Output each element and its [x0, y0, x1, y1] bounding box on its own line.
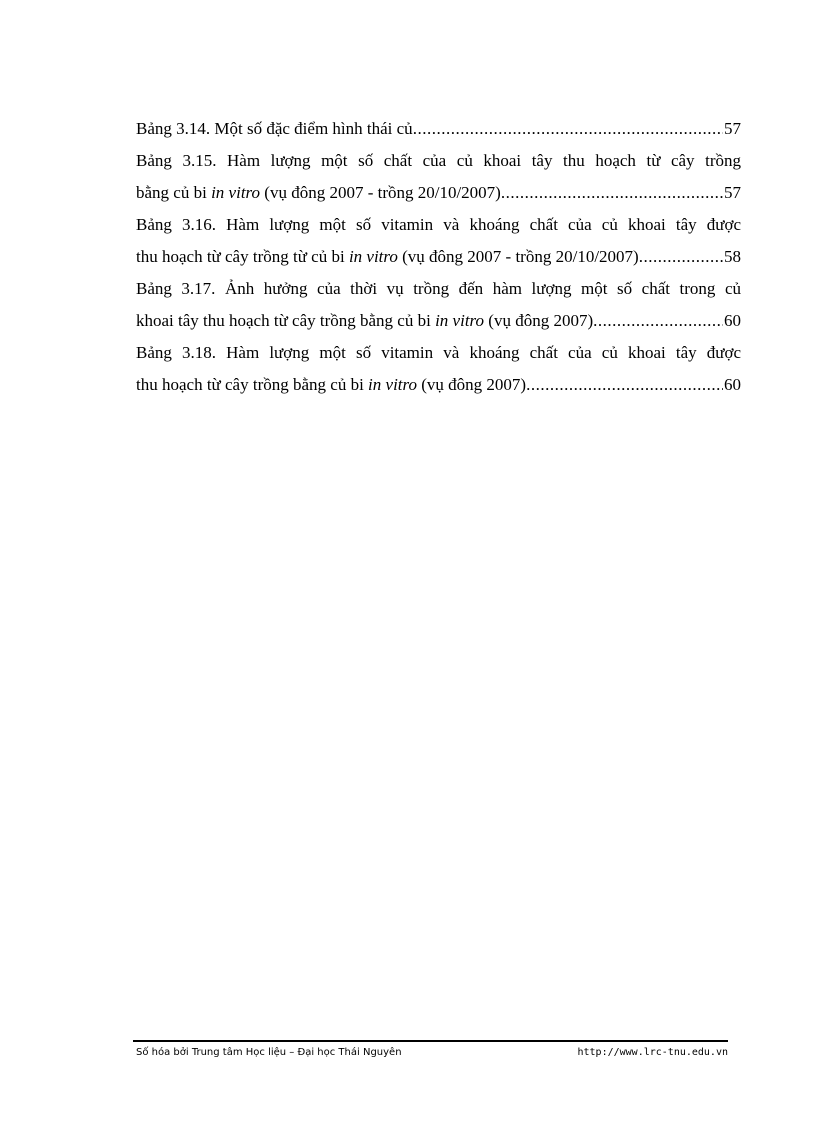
- toc-page-number: 58: [724, 247, 741, 266]
- dot-leader: [501, 177, 723, 209]
- toc-entry-3-14[interactable]: [136, 113, 741, 145]
- toc-entry-text: bằng củ bi in vitro (vụ đông 2007 - trồng 20/10/2007): [136, 183, 501, 202]
- toc-entry-text: khoai tây thu hoạch từ cây trồng bằng củ bi in vitro (vụ đông 2007): [136, 311, 594, 330]
- toc-entry-3-16-line-2[interactable]: [136, 241, 741, 273]
- toc-entry-3-17-line-2[interactable]: [136, 305, 741, 337]
- toc-entry-text: thu hoạch từ cây trồng từ củ bi in vitro (vụ đông 2007 - trồng 20/10/2007): [136, 247, 639, 266]
- dot-leader: [593, 305, 723, 337]
- toc-page-number: 60: [724, 311, 741, 330]
- dot-leader: [413, 113, 723, 145]
- toc-entry-3-18-line-1[interactable]: Bảng 3.18. Hàm lượng một số vitamin và khoáng chất của củ khoai tây được: [136, 343, 741, 362]
- toc-entry-3-17-line-1[interactable]: Bảng 3.17. Ảnh hưởng của thời vụ trồng đến hàm lượng một số chất trong củ: [136, 279, 741, 298]
- toc-page-number: 57: [724, 119, 741, 138]
- toc-entry-text: Bảng 3.14. Một số đặc điểm hình thái củ: [136, 119, 413, 138]
- page-footer: [136, 1047, 728, 1058]
- toc-page-number: 57: [724, 183, 741, 202]
- toc-page-number: 60: [724, 375, 741, 394]
- table-of-contents: [136, 113, 741, 401]
- dot-leader: [639, 241, 723, 273]
- toc-entry-3-16-line-1[interactable]: Bảng 3.16. Hàm lượng một số vitamin và khoáng chất của củ khoai tây được: [136, 215, 741, 234]
- footer-divider: [133, 1040, 728, 1042]
- dot-leader: [526, 369, 723, 401]
- toc-entry-3-15-line-1[interactable]: Bảng 3.15. Hàm lượng một số chất của củ khoai tây thu hoạch từ cây trồng: [136, 151, 741, 170]
- footer-credit: Số hóa bởi Trung tâm Học liệu – Đại học Thái Nguyên: [136, 1047, 402, 1058]
- toc-entry-3-18-line-2[interactable]: [136, 369, 741, 401]
- toc-entry-text: thu hoạch từ cây trồng bằng củ bi in vitro (vụ đông 2007): [136, 375, 527, 394]
- toc-entry-3-15-line-2[interactable]: [136, 177, 741, 209]
- footer-url-link[interactable]: http://www.lrc-tnu.edu.vn: [577, 1047, 728, 1058]
